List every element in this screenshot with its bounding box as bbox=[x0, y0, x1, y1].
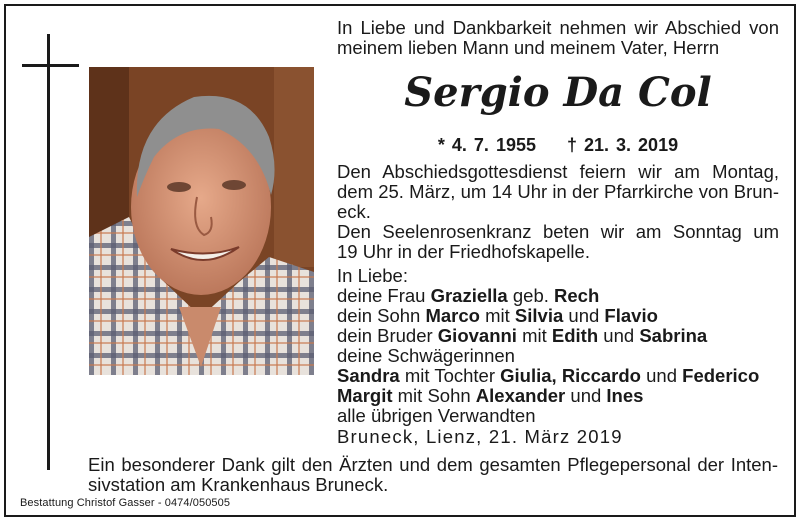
service-line-1: Den Abschiedsgottesdienst feiern wir am Montag, bbox=[337, 161, 779, 182]
cross-icon-bar bbox=[22, 64, 79, 67]
place-and-date: Bruneck, Lienz, 21. März 2019 bbox=[337, 426, 623, 447]
mourner-line: Sandra mit Tochter Giulia, Riccardo und Federico bbox=[337, 365, 760, 386]
mourner-line: dein Sohn Marco mit Silvia und Flavio bbox=[337, 305, 658, 326]
intro-line-1: In Liebe und Dankbarkeit nehmen wir Abschied von bbox=[337, 17, 779, 38]
mourner-line: dein Bruder Giovanni mit Edith und Sabrina bbox=[337, 325, 708, 346]
life-dates bbox=[337, 135, 779, 156]
thanks-line-1: Ein besonderer Dank gilt den Ärzten und dem gesamten Pflegepersonal der Inten- bbox=[88, 454, 778, 475]
mourner-line: Margit mit Sohn Alexander und Ines bbox=[337, 385, 644, 406]
service-line-3: eck. bbox=[337, 201, 371, 222]
birth-date: * 4. 7. 1955 bbox=[437, 135, 536, 155]
death-date: † 21. 3. 2019 bbox=[567, 135, 679, 155]
service-line-2: dem 25. März, um 14 Uhr in der Pfarrkirche von Brun- bbox=[337, 181, 779, 202]
rosary-line-2: 19 Uhr in der Friedhofskapelle. bbox=[337, 241, 590, 262]
mourners-heading: In Liebe: bbox=[337, 265, 408, 286]
portrait-photo bbox=[89, 67, 314, 375]
rosary-paragraph bbox=[337, 222, 779, 262]
cross-icon bbox=[47, 34, 50, 470]
funeral-home-credit: Bestattung Christof Gasser - 0474/050505 bbox=[20, 497, 231, 509]
thanks-line-2: sivstation am Krankenhaus Bruneck. bbox=[88, 474, 389, 495]
thanks-paragraph bbox=[88, 455, 778, 495]
mourner-line: deine Frau Graziella geb. Rech bbox=[337, 285, 600, 306]
intro-line-2: meinem lieben Mann und meinem Vater, Herrn bbox=[337, 37, 720, 58]
intro-text bbox=[337, 18, 779, 58]
deceased-name: Sergio Da Col bbox=[404, 69, 712, 116]
rosary-line-1: Den Seelenrosenkranz beten wir am Sonntag um bbox=[337, 221, 779, 242]
service-paragraph bbox=[337, 162, 779, 222]
mourner-line: alle übrigen Verwandten bbox=[337, 405, 536, 426]
mourners-list bbox=[337, 266, 779, 426]
mourner-line: deine Schwägerinnen bbox=[337, 345, 515, 366]
